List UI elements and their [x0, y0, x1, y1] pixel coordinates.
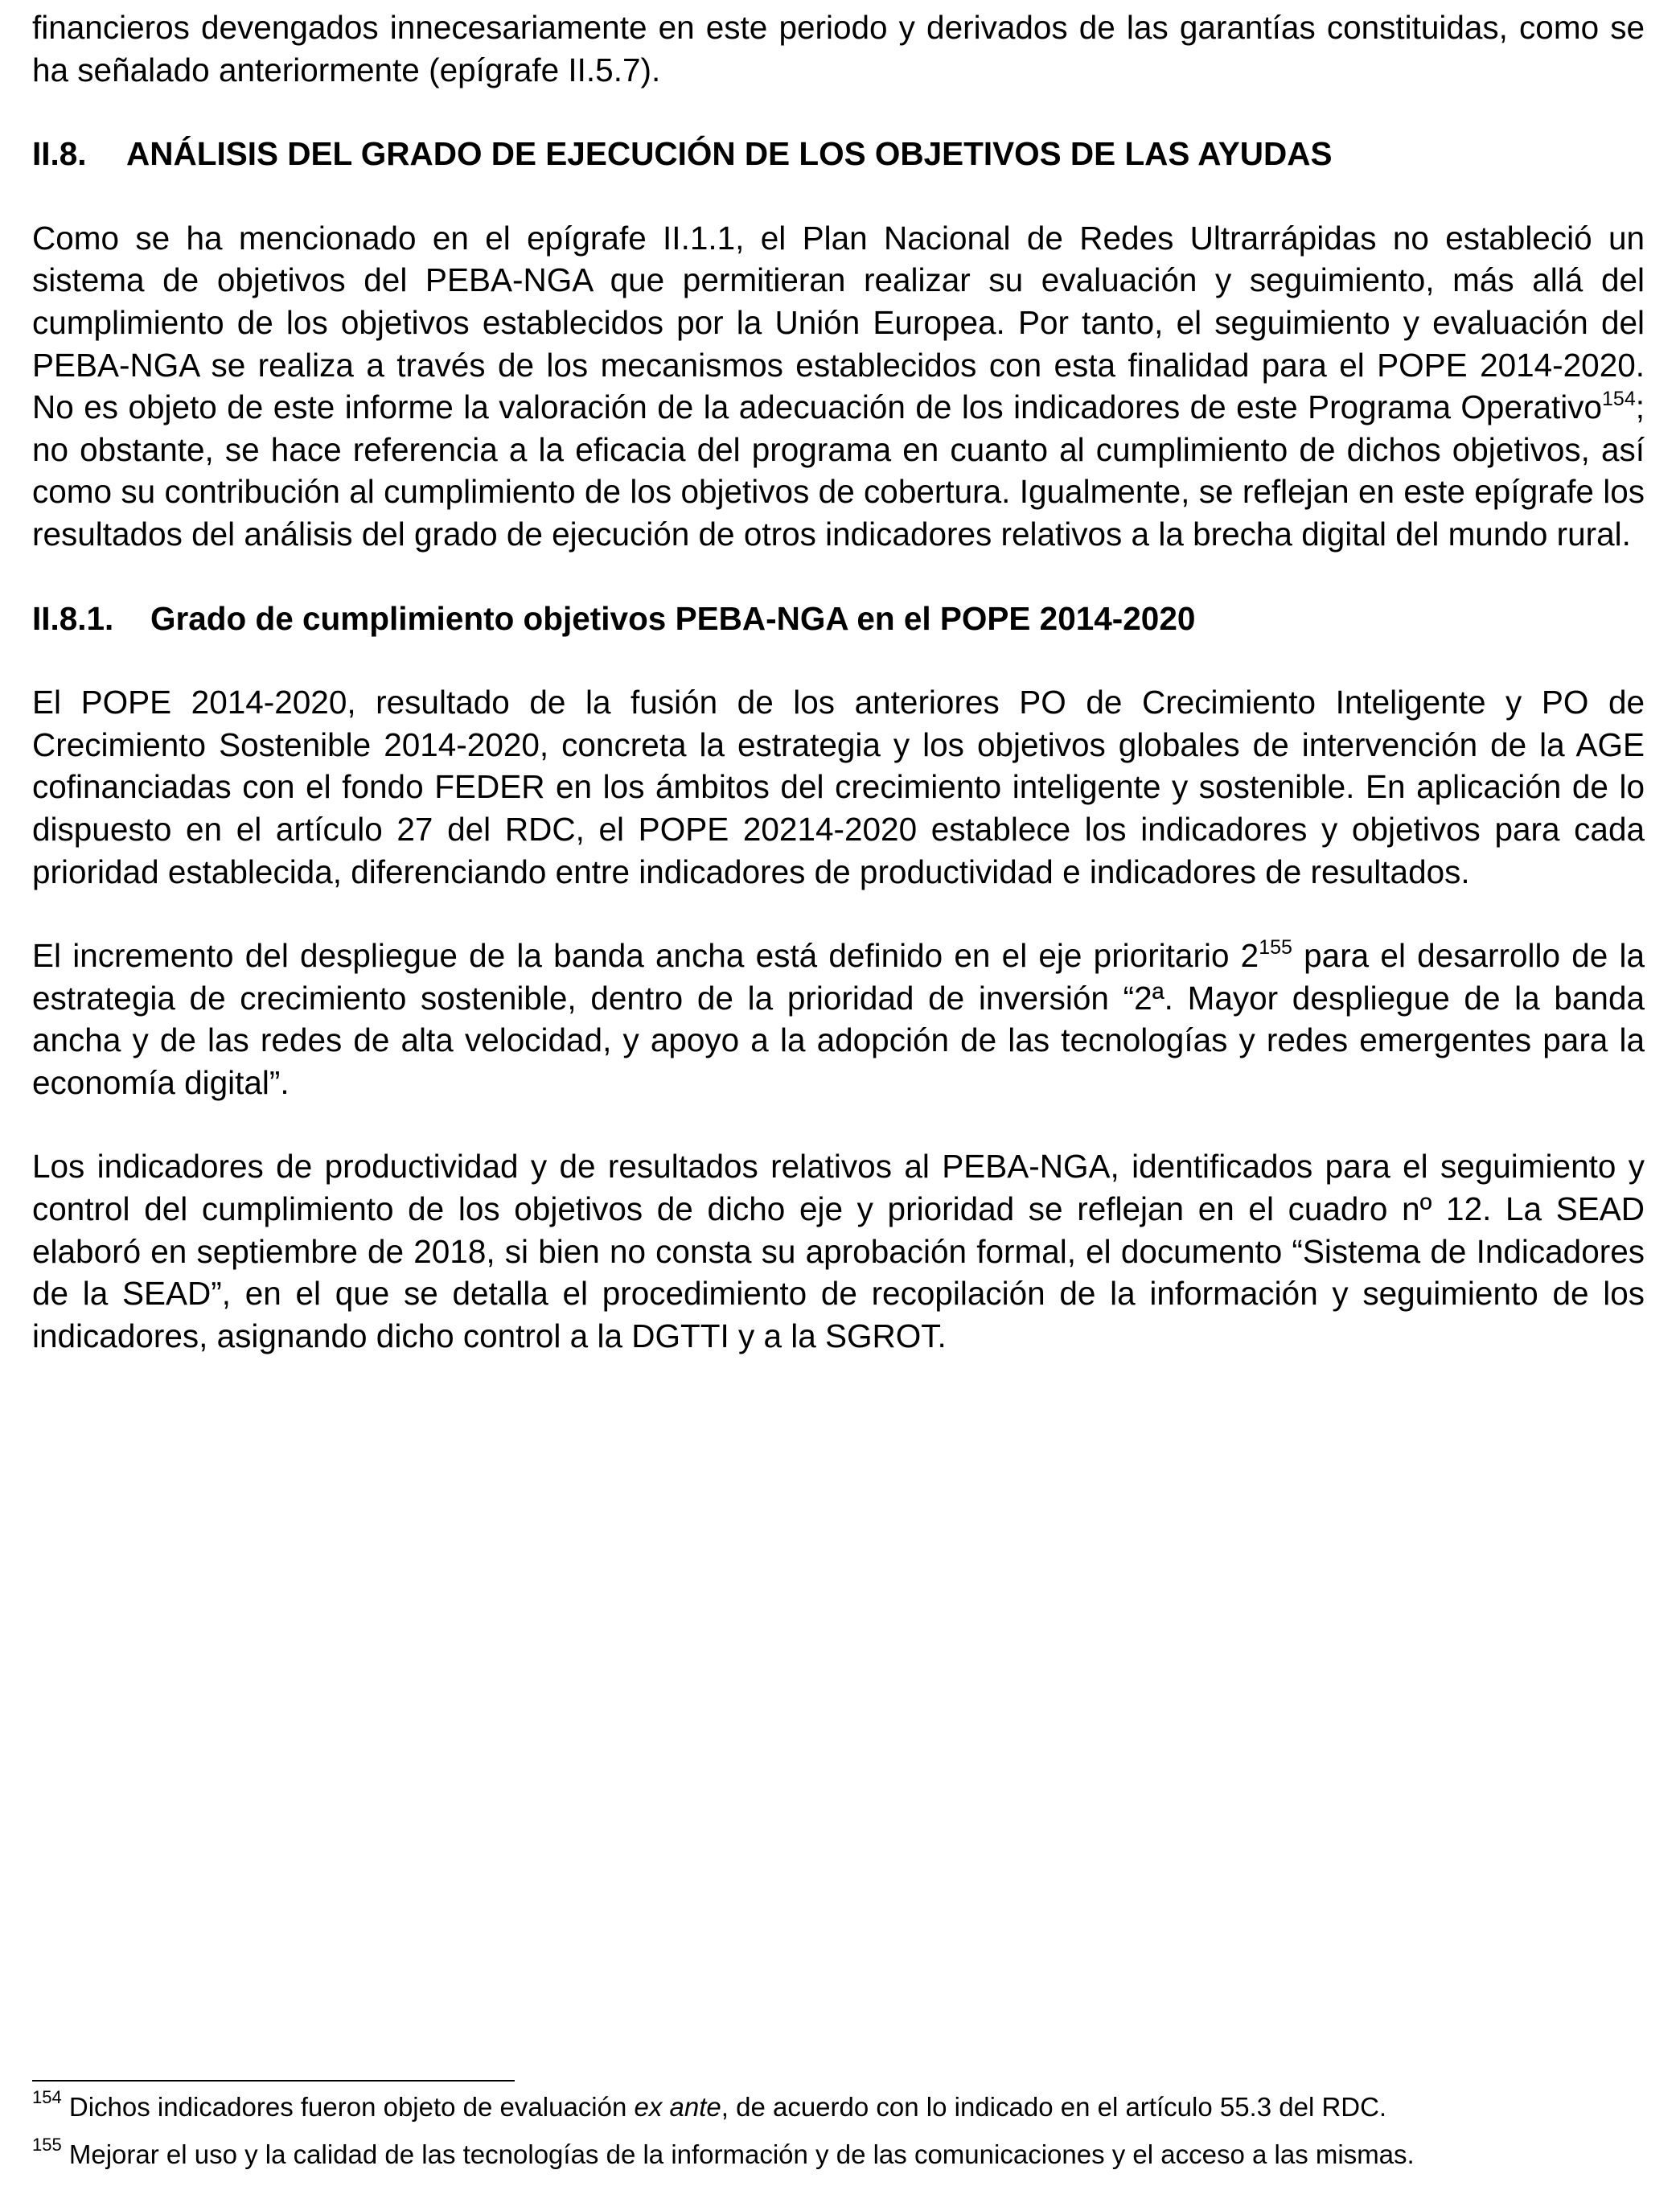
- footnote-text: Mejorar el uso y la calidad de las tecnologías de la información y de las comunicaciones y el acceso a las mismas.: [61, 2139, 1415, 2169]
- spacer: [32, 1103, 1645, 1145]
- section-number: II.8.: [32, 135, 87, 173]
- paragraph-text: para el desarrollo de la estrategia de crecimiento sostenible, dentro de la prioridad de inversión “2ª. Mayor despliegue de la banda ancha y de las redes de alta velocidad, y apoyo a la adopción de las tecnologías y redes emergentes para la economía digital”.: [32, 937, 1645, 1101]
- paragraph-text: El incremento del despliegue de la banda ancha está definido en el eje prioritario 2: [32, 937, 1259, 975]
- subsection-number: II.8.1.: [32, 599, 114, 637]
- spacer: [32, 91, 1645, 133]
- subsection-title: Grado de cumplimiento objetivos PEBA-NGA en el POPE 2014-2020: [150, 599, 1196, 637]
- paragraph-text: Como se ha mencionado en el epígrafe II.1.1, el Plan Nacional de Redes Ultrarrápidas no estableció un sistema de objetivos del PEBA-NGA que permitieran realizar su evaluación y seguimiento, más allá del cumplimiento de los objetivos establecidos por la Unión Europea. Por tanto, el seguimiento y evaluación del PEBA-NGA se realiza a través de los mecanismos establecidos con esta finalidad para el POPE 2014-2020. No es objeto de este informe la valoración de la adecuación de los indicadores de este Programa Operativo: [32, 219, 1645, 426]
- footnote-text: , de acuerdo con lo indicado en el artículo 55.3 del RDC.: [721, 2092, 1387, 2122]
- spacer: [32, 556, 1645, 598]
- subsection-paragraph-2: [32, 935, 1645, 1103]
- subsection-heading: [32, 598, 1645, 640]
- intro-paragraph: financieros devengados innecesariamente en este periodo y derivados de las garantías constituidas, como se ha señalado anteriormente (epígrafe II.5.7).: [32, 9, 1645, 88]
- footnote-number: 155: [32, 2135, 62, 2155]
- spacer: [32, 639, 1645, 681]
- subsection-paragraph-3: Los indicadores de productividad y de resultados relativos al PEBA-NGA, identificados para el seguimiento y control del cumplimiento de los objetivos de dicho eje y prioridad se reflejan en el cuadro nº 12. La SEAD elaboró en septiembre de 2018, si bien no consta su aprobación formal, el documento “Sistema de Indicadores de la SEAD”, en el que se detalla el procedimiento de recopilación de la información y seguimiento de los indicadores, asignando dicho control a la DGTTI y a la SGROT.: [32, 1148, 1645, 1354]
- footnote-text: Dichos indicadores fueron objeto de evaluación: [61, 2092, 635, 2122]
- footnote-155: [32, 2135, 1645, 2171]
- spacer: [32, 175, 1645, 217]
- spacer: [32, 893, 1645, 935]
- footnotes: [32, 2087, 1645, 2186]
- section-paragraph: [32, 217, 1645, 556]
- paragraph-text: ; no obstante, se hace referencia a la eficacia del programa en cuanto al cumplimiento de dichos objetivos, así como su contribución al cumplimiento de los objetivos de cobertura. Igualmente, se reflejan en este epígrafe los resultados del análisis del grado de ejecución de otros indicadores relativos a la brecha digital del mundo rural.: [32, 388, 1645, 553]
- document-page: [32, 6, 1645, 1357]
- footnote-ref-155[interactable]: 155: [1259, 935, 1292, 959]
- footnote-154: [32, 2087, 1645, 2123]
- footnote-ref-154[interactable]: 154: [1602, 387, 1636, 410]
- subsection-paragraph-1: El POPE 2014-2020, resultado de la fusión de los anteriores PO de Crecimiento Inteligente y PO de Crecimiento Sostenible 2014-2020, concreta la estrategia y los objetivos globales de intervención de la AGE cofinanciadas con el fondo FEDER en los ámbitos del crecimiento inteligente y sostenible. En aplicación de lo dispuesto en el artículo 27 del RDC, el POPE 20214-2020 establece los indicadores y objetivos para cada prioridad establecida, diferenciando entre indicadores de productividad e indicadores de resultados.: [32, 684, 1645, 890]
- footnote-number: 154: [32, 2087, 62, 2107]
- footnote-separator: [32, 2080, 515, 2082]
- section-title: ANÁLISIS DEL GRADO DE EJECUCIÓN DE LOS OBJETIVOS DE LAS AYUDAS: [126, 135, 1333, 173]
- footnote-italic-text: ex ante: [634, 2092, 721, 2122]
- section-heading: [32, 133, 1645, 175]
